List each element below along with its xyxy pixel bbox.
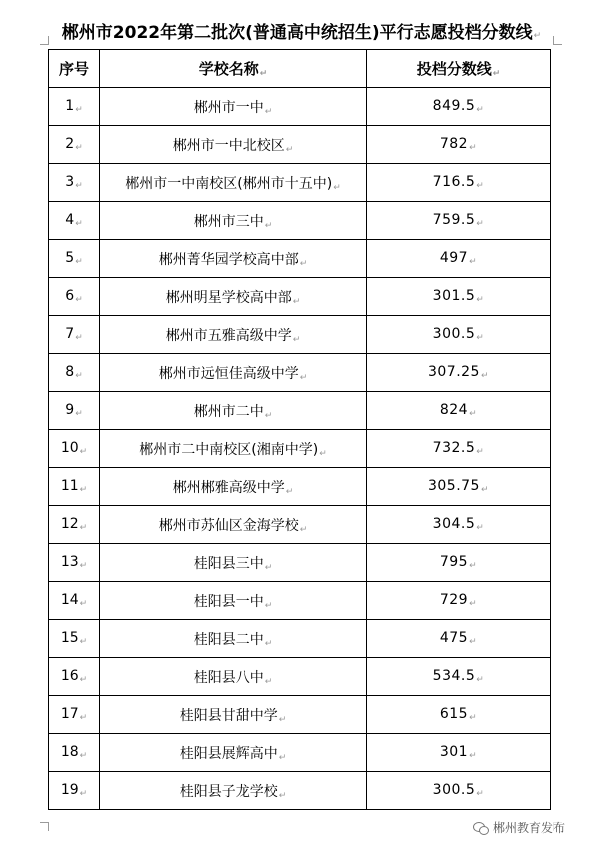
row-school-name: 桂阳县三中↵ [100,544,367,582]
row-index: 7↵ [49,316,100,354]
table-row [49,506,551,544]
row-school-name: 桂阳县一中↵ [100,582,367,620]
row-score: 729↵ [367,582,551,620]
row-score: 782↵ [367,126,551,164]
table-row [49,582,551,620]
row-index: 13↵ [49,544,100,582]
row-index: 5↵ [49,240,100,278]
row-index: 1↵ [49,88,100,126]
row-index: 10↵ [49,430,100,468]
page-corner-mark [40,822,49,831]
table-row [49,240,551,278]
table-row [49,278,551,316]
row-school-name: 郴州市五雅高级中学↵ [100,316,367,354]
table-row [49,430,551,468]
row-score: 716.5↵ [367,164,551,202]
row-index: 14↵ [49,582,100,620]
row-school-name: 桂阳县展辉高中↵ [100,734,367,772]
row-index: 11↵ [49,468,100,506]
row-score: 307.25↵ [367,354,551,392]
row-school-name: 桂阳县甘甜中学↵ [100,696,367,734]
row-index: 17↵ [49,696,100,734]
table-row [49,544,551,582]
row-score: 615↵ [367,696,551,734]
table-row [49,620,551,658]
table-row [49,202,551,240]
table-body [49,88,551,810]
row-score: 304.5↵ [367,506,551,544]
row-score: 849.5↵ [367,88,551,126]
row-school-name: 桂阳县八中↵ [100,658,367,696]
row-index: 6↵ [49,278,100,316]
table-row [49,392,551,430]
row-score: 534.5↵ [367,658,551,696]
page-title-text: 郴州市2022年第二批次(普通高中统招生)平行志愿投档分数线 [61,23,533,43]
row-school-name: 郴州市二中南校区(湘南中学)↵ [100,430,367,468]
row-index: 15↵ [49,620,100,658]
score-table [48,49,551,810]
table-row [49,164,551,202]
row-school-name: 郴州市二中↵ [100,392,367,430]
table-row [49,88,551,126]
row-score: 301.5↵ [367,278,551,316]
row-score: 300.5↵ [367,316,551,354]
row-score: 732.5↵ [367,430,551,468]
table-row [49,126,551,164]
page-corner-mark [40,36,49,45]
row-index: 19↵ [49,772,100,810]
row-score: 795↵ [367,544,551,582]
header-score: 投档分数线↵ [367,50,551,88]
row-school-name: 郴州市远恒佳高级中学↵ [100,354,367,392]
watermark-text: 郴州教育发布 [493,821,566,835]
paragraph-mark: ↵ [533,31,542,41]
row-school-name: 郴州市一中北校区↵ [100,126,367,164]
row-school-name: 郴州市三中↵ [100,202,367,240]
row-score: 475↵ [367,620,551,658]
row-school-name: 郴州明星学校高中部↵ [100,278,367,316]
row-index: 12↵ [49,506,100,544]
table-row [49,468,551,506]
row-score: 497↵ [367,240,551,278]
row-score: 301↵ [367,734,551,772]
table-row [49,316,551,354]
row-score: 759.5↵ [367,202,551,240]
row-school-name: 桂阳县子龙学校↵ [100,772,367,810]
row-index: 3↵ [49,164,100,202]
row-index: 8↵ [49,354,100,392]
row-school-name: 桂阳县二中↵ [100,620,367,658]
row-school-name: 郴州市苏仙区金海学校↵ [100,506,367,544]
row-score: 300.5↵ [367,772,551,810]
row-score: 305.75↵ [367,468,551,506]
row-index: 18↵ [49,734,100,772]
row-score: 824↵ [367,392,551,430]
table-row [49,696,551,734]
row-index: 2↵ [49,126,100,164]
header-school-name: 学校名称↵ [100,50,367,88]
row-index: 16↵ [49,658,100,696]
table-row [49,734,551,772]
row-school-name: 郴州菁华园学校高中部↵ [100,240,367,278]
wechat-icon [473,821,489,835]
row-index: 9↵ [49,392,100,430]
row-index: 4↵ [49,202,100,240]
table-row [49,772,551,810]
page-corner-mark [553,36,562,45]
watermark [470,818,568,837]
table-row [49,658,551,696]
page-title [0,18,603,43]
row-school-name: 郴州市一中↵ [100,88,367,126]
header-index: 序号 [49,50,100,88]
row-school-name: 郴州市一中南校区(郴州市十五中)↵ [100,164,367,202]
table-header-row [49,50,551,88]
table-row [49,354,551,392]
row-school-name: 郴州郴雅高级中学↵ [100,468,367,506]
